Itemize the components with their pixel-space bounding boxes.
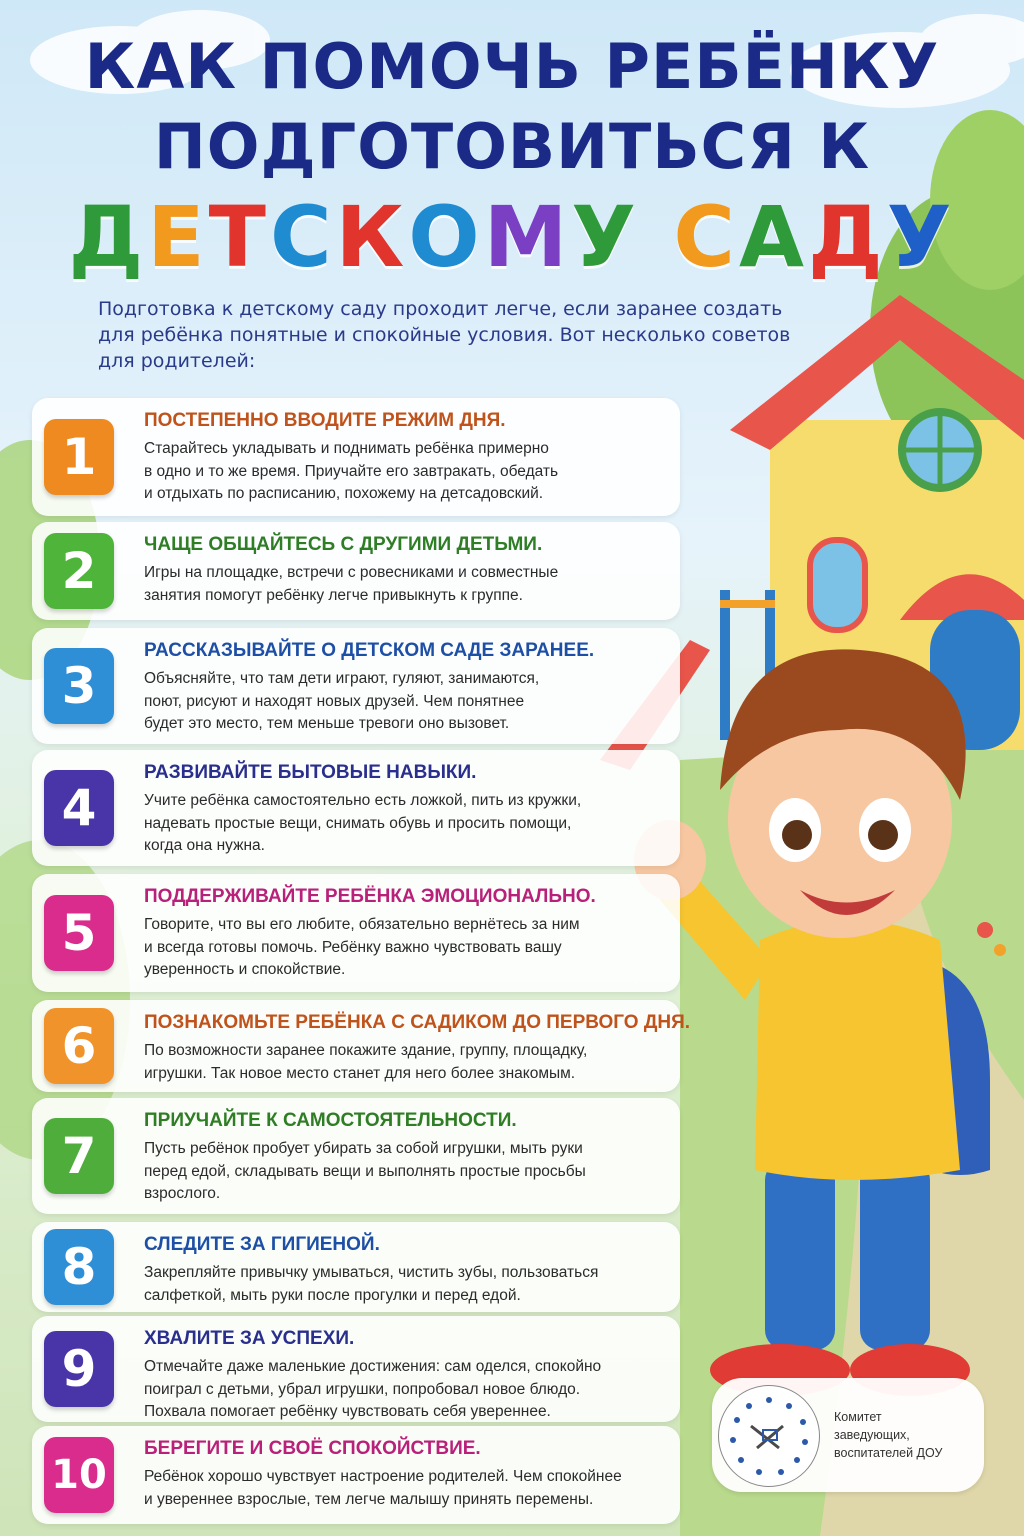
tip-body-line: По возможности заранее покажите здание, группу, площадку, <box>144 1042 588 1059</box>
tip-card <box>32 1222 680 1312</box>
tip-number: 4 <box>44 770 114 846</box>
tip-number: 5 <box>44 895 114 971</box>
tip-body-line: Игры на площадке, встречи с ровесниками и совместные <box>144 564 559 581</box>
tip-body-line: и отдыхать по расписанию, похожему на детсадовский. <box>144 485 544 502</box>
title-line-3 <box>0 188 1024 286</box>
tip-number: 2 <box>44 533 114 609</box>
tip-title: ПОСТЕПЕННО ВВОДИТЕ РЕЖИМ ДНЯ. <box>144 410 506 431</box>
title-letter: Д <box>68 188 148 286</box>
tip-number: 3 <box>44 648 114 724</box>
tip-card <box>32 522 680 620</box>
title-letter: О <box>408 188 484 286</box>
tip-body-line: поиграл с детьми, убрал игрушки, попробовал новое блюдо. <box>144 1380 581 1398</box>
committee-name-line: заведующих, <box>834 1428 910 1442</box>
tip-body-line: и всегда готовы помочь. Ребёнку важно чувствовать вашу <box>144 938 562 956</box>
title-line-2: ПОДГОТОВИТЬСЯ К <box>153 110 871 183</box>
tip-body-line: Пусть ребёнок пробует убирать за собой игрушки, мыть руки <box>144 1140 583 1157</box>
tip-card <box>32 1000 691 1092</box>
tip-card <box>32 1426 680 1524</box>
committee-name <box>834 1408 984 1462</box>
tip-number: 7 <box>44 1118 114 1194</box>
committee-logo-icon <box>718 1385 820 1487</box>
tip-number: 1 <box>44 419 114 495</box>
tip-body-line: Похвала помогает ребёнку чувствовать себя увереннее. <box>144 1403 551 1420</box>
tip-body <box>144 1040 674 1085</box>
title-line-1: КАК ПОМОЧЬ РЕБЁНКУ <box>84 30 940 103</box>
title-letter: М <box>483 188 572 286</box>
tip-body-line: Говорите, что вы его любите, обязательно вернётесь за ним <box>144 916 580 933</box>
tip-body <box>144 1356 674 1424</box>
tip-body-line: игрушки. Так новое место станет для него более знакомым. <box>144 1064 576 1082</box>
tip-body-line: взрослого. <box>144 1185 221 1202</box>
committee-name-line: воспитателей ДОУ <box>834 1446 943 1460</box>
tip-body <box>144 914 674 982</box>
tip-card <box>32 398 680 516</box>
tip-body-line: занятия помогут ребёнку легче привыкнуть к группе. <box>144 586 523 604</box>
tip-body-line: Учите ребёнка самостоятельно есть ложкой, пить из кружки, <box>144 792 582 809</box>
tip-title: ПОДДЕРЖИВАЙТЕ РЕБЁНКА ЭМОЦИОНАЛЬНО. <box>144 886 596 907</box>
committee-name-line: Комитет <box>834 1410 882 1424</box>
tip-body-line: в одно и то же время. Приучайте его завтракать, обедать <box>144 462 559 480</box>
tip-body-line: Ребёнок хорошо чувствует настроение родителей. Чем спокойнее <box>144 1468 622 1485</box>
tip-card <box>32 874 680 992</box>
tip-body-line: Отмечайте даже маленькие достижения: сам оделся, спокойно <box>144 1358 602 1375</box>
tip-number: 9 <box>44 1331 114 1407</box>
tip-title: ЧАЩЕ ОБЩАЙТЕСЬ С ДРУГИМИ ДЕТЬМИ. <box>144 534 543 555</box>
tip-card <box>32 628 680 744</box>
tip-body <box>144 1466 674 1511</box>
tip-body-line: салфеткой, мыть руки после прогулки и перед едой. <box>144 1286 521 1304</box>
tip-card <box>32 1316 680 1422</box>
title-letter: К <box>335 188 409 286</box>
tip-body-line: уверенность и спокойствие. <box>144 961 346 978</box>
tip-title: РАЗВИВАЙТЕ БЫТОВЫЕ НАВЫКИ. <box>144 762 477 783</box>
tip-body <box>144 1138 674 1206</box>
tip-card <box>32 1098 680 1214</box>
tip-number: 8 <box>44 1229 114 1305</box>
committee-badge <box>712 1378 984 1492</box>
tip-number: 6 <box>44 1008 114 1084</box>
title-letter: Д <box>807 188 887 286</box>
tip-title: ПОЗНАКОМЬТЕ РЕБЁНКА С САДИКОМ ДО ПЕРВОГО ДНЯ. <box>144 1012 691 1033</box>
tip-body-line: Объясняйте, что там дети играют, гуляют, занимаются, <box>144 670 540 687</box>
tip-body <box>144 562 674 607</box>
title-letter <box>640 188 673 286</box>
tip-body-line: будет это место, тем меньше тревоги оно вызовет. <box>144 715 510 732</box>
tip-body <box>144 790 674 858</box>
tip-body-line: перед едой, складывать вещи и выполнять простые просьбы <box>144 1162 586 1180</box>
tip-title: ПРИУЧАЙТЕ К САМОСТОЯТЕЛЬНОСТИ. <box>144 1110 517 1131</box>
title-letter: С <box>269 188 336 286</box>
tip-body-line: Закрепляйте привычку умываться, чистить зубы, пользоваться <box>144 1264 599 1281</box>
tip-body-line: и увереннее взрослые, тем легче малышу принять перемены. <box>144 1490 594 1508</box>
tip-body-line: поют, рисуют и находят новых друзей. Чем понятнее <box>144 692 525 710</box>
tip-title: ХВАЛИТЕ ЗА УСПЕХИ. <box>144 1328 355 1349</box>
tip-number: 10 <box>44 1437 114 1513</box>
title-letter: У <box>571 188 641 286</box>
tip-title: БЕРЕГИТЕ И СВОЁ СПОКОЙСТВИЕ. <box>144 1438 481 1459</box>
title-letter: Е <box>147 188 209 286</box>
tip-title: СЛЕДИТЕ ЗА ГИГИЕНОЙ. <box>144 1234 380 1255</box>
tip-body-line: надевать простые вещи, снимать обувь и просить помощи, <box>144 814 572 832</box>
tip-body <box>144 668 674 736</box>
title-letter: С <box>673 188 739 286</box>
title-letter: Т <box>208 188 270 286</box>
tip-body-line: Старайтесь укладывать и поднимать ребёнка примерно <box>144 440 549 457</box>
title-letter: У <box>886 188 956 286</box>
tip-title: РАССКАЗЫВАЙТЕ О ДЕТСКОМ САДЕ ЗАРАНЕЕ. <box>144 640 595 661</box>
title-letter: А <box>738 188 808 286</box>
tip-body <box>144 1262 674 1307</box>
tip-body <box>144 438 674 506</box>
tip-body-line: когда она нужна. <box>144 837 265 854</box>
intro-text: Подготовка к детскому саду проходит легче, если заранее создать для ребёнка понятные и спокойные условия. Вот несколько советов для родителей: <box>98 298 791 372</box>
tip-card <box>32 750 680 866</box>
